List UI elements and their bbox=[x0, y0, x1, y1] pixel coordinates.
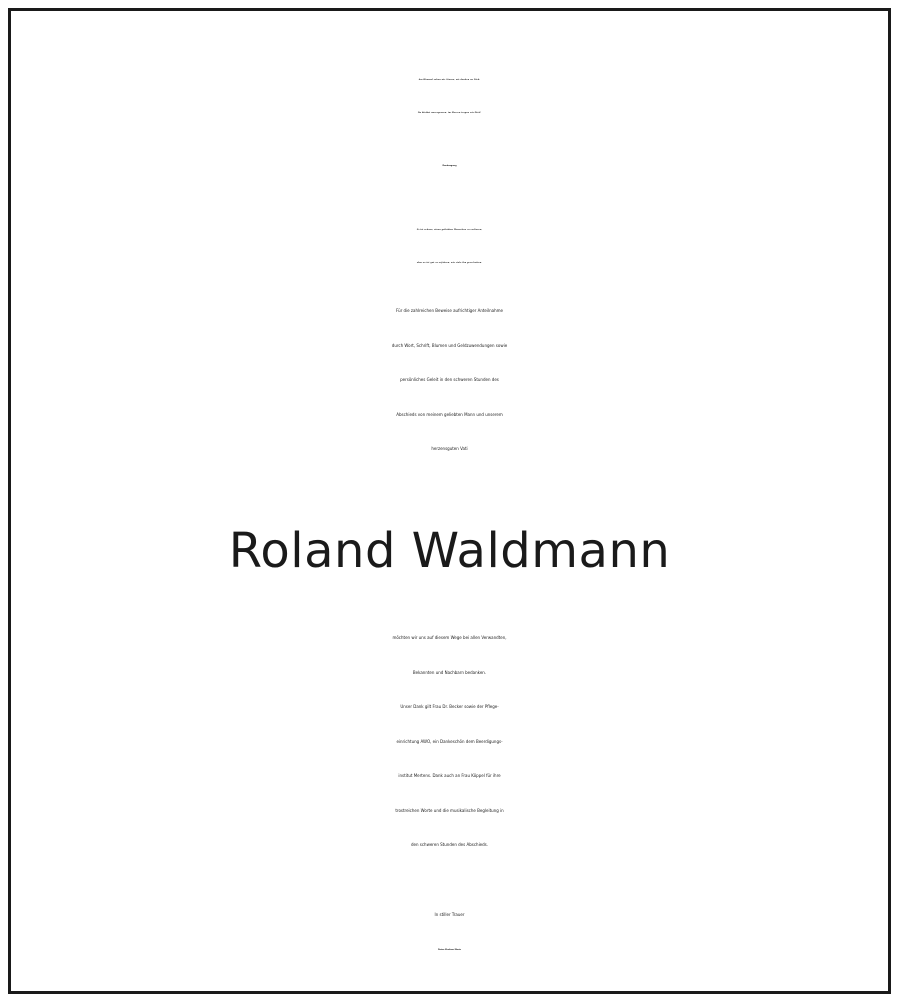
paragraph-line: trostreichen Worte und die musikalische Begleitung in bbox=[395, 807, 504, 813]
paragraph-line: institut Mertens. Dank auch an Frau Köppel für ihre bbox=[398, 773, 501, 778]
paragraph-line: herzensguten Vati bbox=[431, 446, 468, 451]
paragraph-thanks-intro bbox=[11, 294, 888, 467]
motto-top-line: Am Himmel sehen wir Sterne, wir denken an Dich. bbox=[418, 79, 481, 81]
paragraph-thanks-detail bbox=[11, 621, 888, 863]
deceased-name: Roland Waldmann bbox=[228, 523, 671, 579]
paragraph-line: durch Wort, Schrift, Blumen und Geldzuwendungen sowie bbox=[391, 342, 508, 348]
paragraph-line: Abschieds von meinem geliebten Mann und unserem bbox=[396, 411, 503, 417]
paragraph-line: möchten wir uns auf diesem Wege bei allen Verwandten, bbox=[392, 635, 507, 640]
motto-middle-line: aber es ist gut zu erfahren, wie viele ihn gern hatten. bbox=[416, 262, 483, 264]
motto-middle bbox=[11, 214, 888, 280]
motto-top bbox=[11, 64, 888, 130]
motto-middle-line: Es ist schwer, einen geliebten Menschen zu verlieren, bbox=[416, 229, 483, 231]
paragraph-line: Unser Dank gilt Frau Dr. Becker sowie der Pflege- bbox=[400, 704, 499, 709]
paragraph-line: einrichtung AWO, ein Dankeschön dem Beerdigungs- bbox=[396, 738, 503, 744]
paragraph-line: Bekannten und Nachbarn bedanken. bbox=[412, 669, 487, 675]
closing-phrase: In stiller Trauer bbox=[434, 912, 465, 917]
heading-danksagung: Danksagung bbox=[442, 165, 457, 167]
motto-top-line: Du bleibst unvergessen, im Herzen tragen wir Dich! bbox=[417, 112, 482, 114]
paragraph-line: den schweren Stunden des Abschieds. bbox=[410, 842, 489, 847]
signature: Deine Ehefrau Marie bbox=[437, 949, 462, 951]
obituary-notice bbox=[8, 8, 891, 994]
paragraph-line: Für die zahlreichen Beweise aufrichtiger Anteilnahme bbox=[396, 308, 503, 313]
paragraph-line: persönliches Geleit in den schweren Stunden des bbox=[400, 377, 499, 382]
